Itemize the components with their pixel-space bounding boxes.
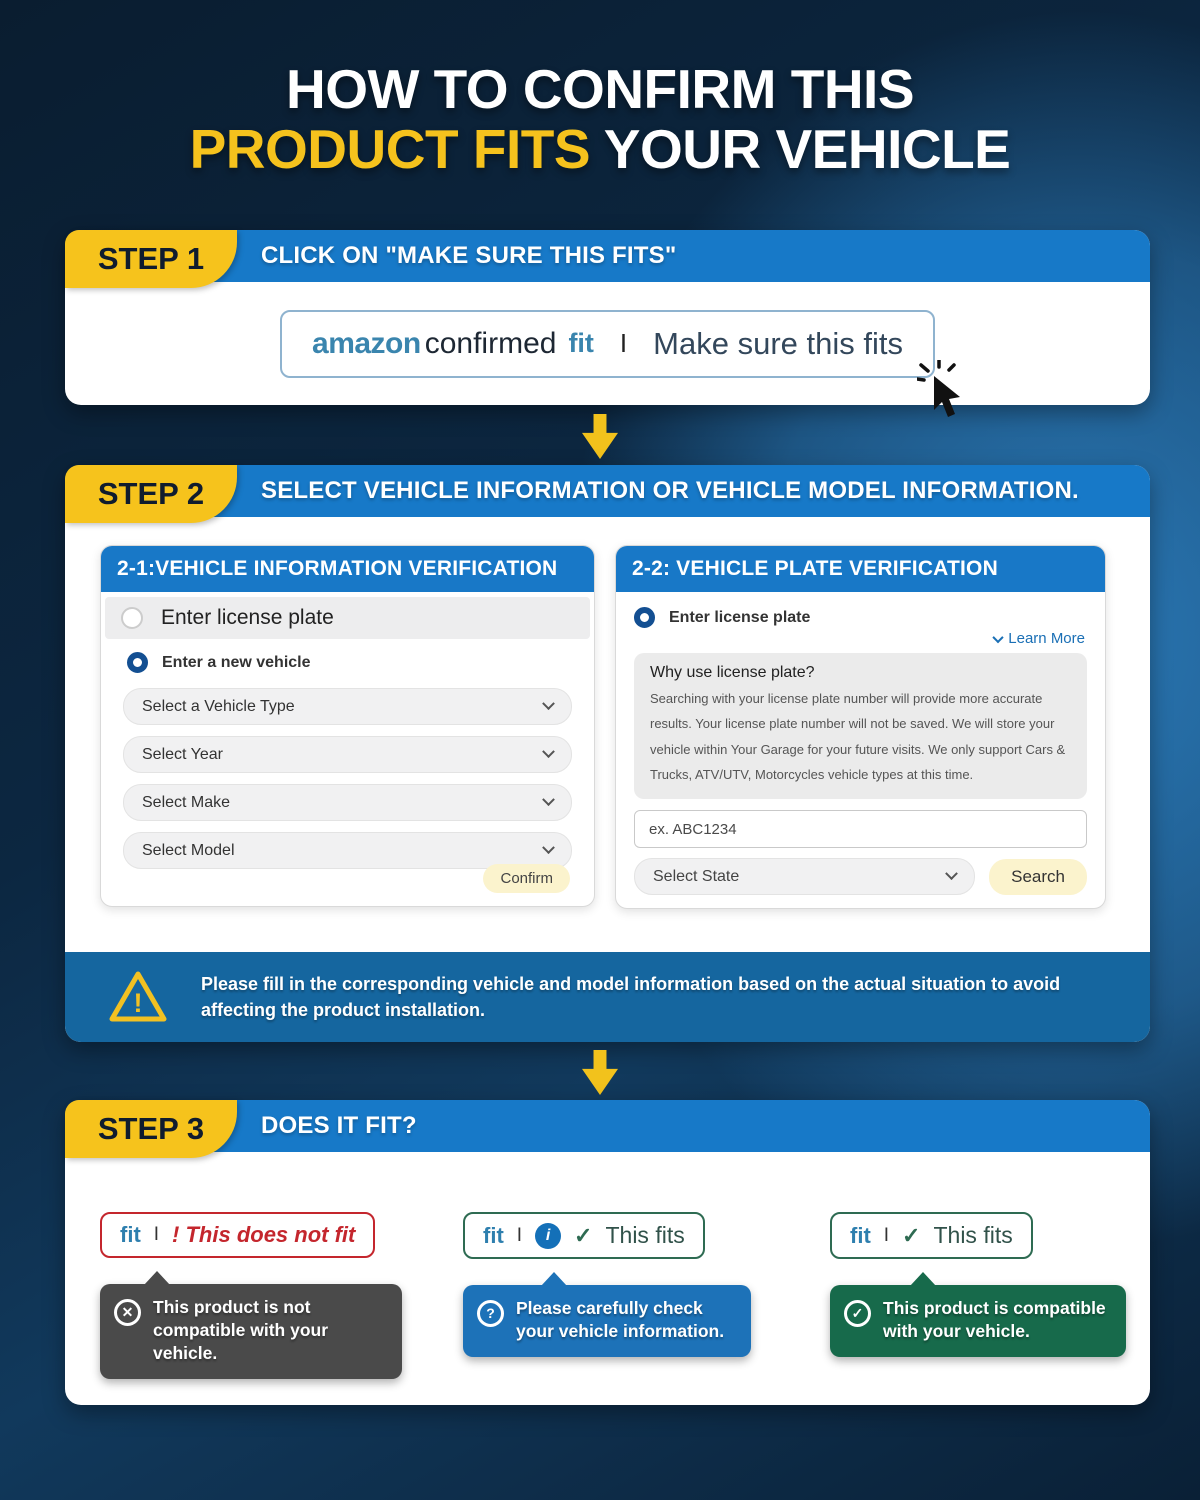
model-dropdown[interactable]: Select Model bbox=[123, 832, 572, 869]
vehicle-type-dropdown[interactable]: Select a Vehicle Type bbox=[123, 688, 572, 725]
make-sure-this-fits-link[interactable]: Make sure this fits bbox=[653, 325, 903, 361]
step1-heading: CLICK ON "MAKE SURE THIS FITS" bbox=[261, 242, 677, 269]
result-check-info bbox=[463, 1212, 751, 1357]
step2-heading: SELECT VEHICLE INFORMATION OR VEHICLE MODEL INFORMATION. bbox=[261, 477, 1079, 504]
chevron-down-icon bbox=[993, 631, 1004, 642]
step1-badge: STEP 1 bbox=[65, 230, 237, 288]
chevron-down-icon bbox=[542, 697, 555, 710]
fit-status-badge: fit I ! This does not fit bbox=[100, 1212, 375, 1258]
page-title bbox=[0, 60, 1200, 181]
step3-banner bbox=[65, 1100, 1150, 1152]
chevron-down-icon bbox=[542, 745, 555, 758]
flow-arrow-icon bbox=[582, 414, 618, 459]
confirm-button[interactable]: Confirm bbox=[483, 864, 570, 893]
title-highlight: PRODUCT FITS bbox=[189, 118, 591, 181]
license-plate-info-box bbox=[634, 653, 1087, 799]
step2-panel bbox=[65, 465, 1150, 1042]
radio-unselected-icon[interactable] bbox=[121, 607, 143, 629]
title-line1: HOW TO CONFIRM THIS bbox=[285, 58, 915, 120]
click-cursor-icon bbox=[917, 360, 967, 420]
radio-enter-license-plate[interactable]: Enter license plate bbox=[105, 597, 590, 639]
result-not-fit bbox=[100, 1212, 402, 1379]
info-title: Why use license plate? bbox=[650, 664, 815, 681]
step3-heading: DOES IT FIT? bbox=[261, 1112, 417, 1139]
info-body: Searching with your license plate number will provide more accurate results. Your license plate number will not be saved. We will store your vehicle within Your Garage for your future visits. We only support Cars & Trucks, ATV/UTV, Motorcycles vehicle types at this time. bbox=[650, 691, 1066, 783]
state-dropdown[interactable]: Select State bbox=[634, 858, 975, 895]
step2-badge: STEP 2 bbox=[65, 465, 237, 523]
divider: I bbox=[619, 328, 628, 358]
license-plate-input[interactable] bbox=[634, 810, 1087, 848]
radio-enter-license-plate-selected[interactable]: Enter license plate bbox=[616, 592, 1105, 630]
card2-title: 2-2: VEHICLE PLATE VERIFICATION bbox=[616, 546, 1105, 592]
card1-title: 2-1:VEHICLE INFORMATION VERIFICATION bbox=[101, 546, 594, 592]
radio-enter-new-vehicle[interactable]: Enter a new vehicle bbox=[101, 639, 594, 677]
fit-label: fit bbox=[568, 328, 594, 358]
chevron-down-icon bbox=[542, 841, 555, 854]
flow-arrow-icon bbox=[582, 1050, 618, 1095]
step1-banner bbox=[65, 230, 1150, 282]
vehicle-information-card bbox=[100, 545, 595, 907]
warning-bar bbox=[65, 952, 1150, 1042]
step2-banner bbox=[65, 465, 1150, 517]
radio-selected-icon[interactable] bbox=[127, 652, 148, 673]
fit-status-badge: fit I i ✓ This fits bbox=[463, 1212, 705, 1259]
result-compatible bbox=[830, 1212, 1126, 1357]
radio-selected-icon[interactable] bbox=[634, 607, 655, 628]
svg-text:!: ! bbox=[133, 988, 143, 1018]
not-fit-tooltip: ✕ This product is not compatible with your vehicle. bbox=[100, 1284, 402, 1379]
question-circle-icon: ? bbox=[477, 1300, 504, 1327]
vehicle-plate-card bbox=[615, 545, 1106, 909]
step3-panel bbox=[65, 1100, 1150, 1405]
step1-panel bbox=[65, 230, 1150, 405]
make-dropdown[interactable]: Select Make bbox=[123, 784, 572, 821]
fits-text: This fits bbox=[605, 1222, 685, 1248]
info-icon: i bbox=[535, 1223, 561, 1249]
step3-badge: STEP 3 bbox=[65, 1100, 237, 1158]
check-icon: ✓ bbox=[574, 1222, 593, 1248]
confirmed-label: confirmed bbox=[424, 326, 557, 360]
warning-triangle-icon bbox=[107, 969, 169, 1025]
compatible-tooltip: ✓ This product is compatible with your vehicle. bbox=[830, 1285, 1126, 1357]
make-sure-this-fits-widget[interactable] bbox=[280, 310, 935, 378]
learn-more-link[interactable]: Learn More bbox=[616, 630, 1105, 647]
title-line2 bbox=[0, 119, 1200, 181]
chevron-down-icon bbox=[945, 868, 958, 881]
check-icon: ✓ bbox=[902, 1222, 921, 1248]
check-circle-icon: ✓ bbox=[844, 1300, 871, 1327]
chevron-down-icon bbox=[542, 793, 555, 806]
title-rest: YOUR VEHICLE bbox=[590, 118, 1011, 181]
check-info-tooltip: ? Please carefully check your vehicle information. bbox=[463, 1285, 751, 1357]
search-button[interactable]: Search bbox=[989, 859, 1087, 895]
not-fit-text: ! This does not fit bbox=[172, 1222, 356, 1247]
fit-status-badge: fit I ✓ This fits bbox=[830, 1212, 1033, 1259]
amazon-logo: amazon bbox=[312, 326, 421, 360]
warning-text: Please fill in the corresponding vehicle and model information based on the actual situation to avoid affecting the product installation. bbox=[201, 973, 1061, 1020]
fits-text: This fits bbox=[933, 1222, 1013, 1248]
year-dropdown[interactable]: Select Year bbox=[123, 736, 572, 773]
state-search-row bbox=[634, 858, 1087, 895]
circle-x-icon: ✕ bbox=[114, 1299, 141, 1326]
step1-body bbox=[65, 282, 1150, 405]
